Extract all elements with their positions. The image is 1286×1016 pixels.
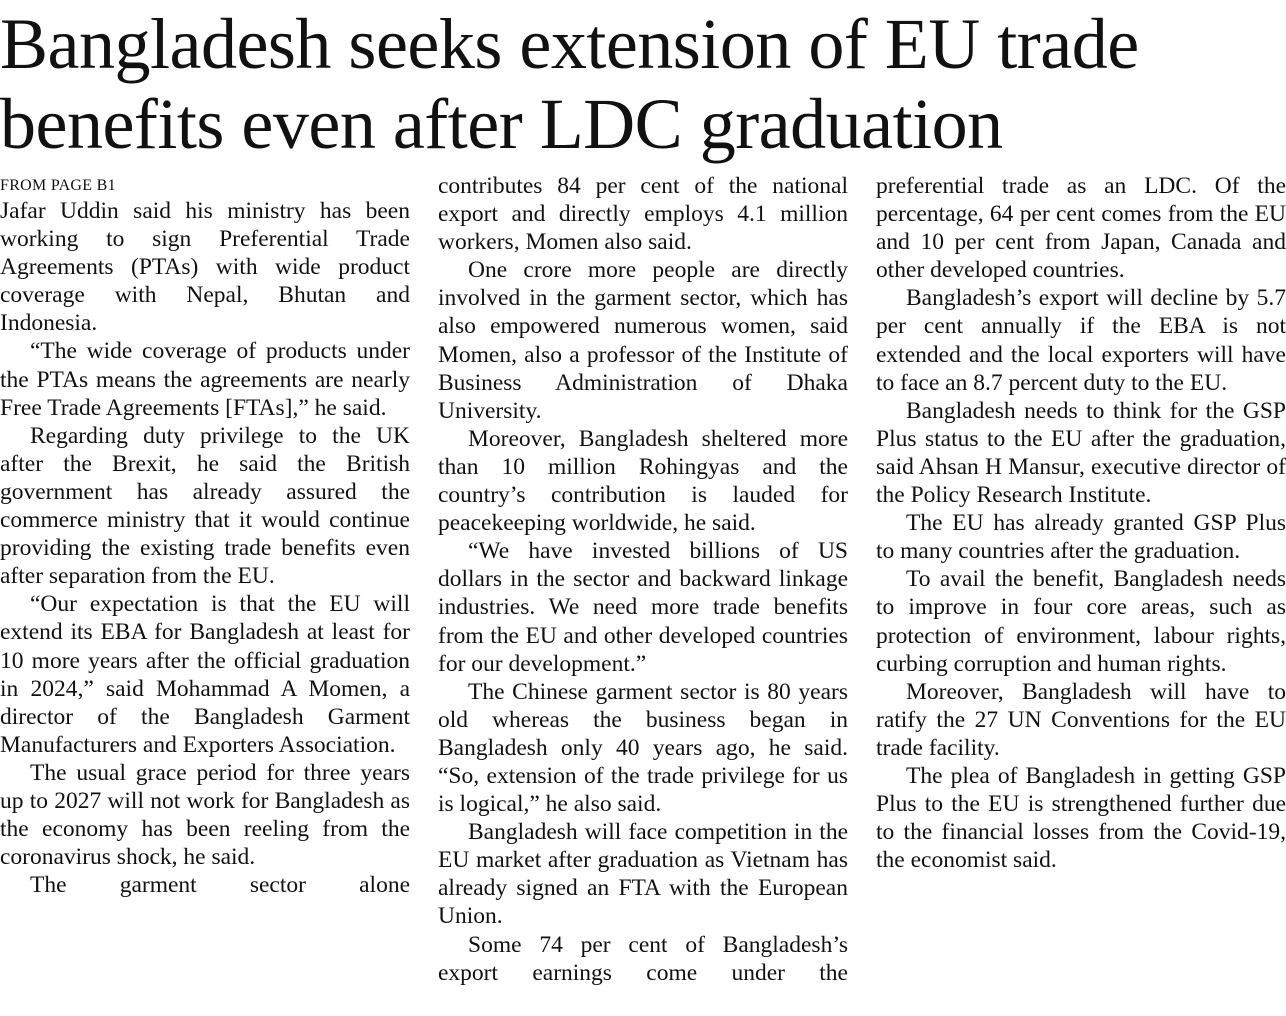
- continuation-kicker: FROM PAGE B1: [0, 177, 116, 194]
- article-column-2: [438, 172, 848, 987]
- paragraph: Bangladesh will face competition in the EU market after graduation as Vietnam has already signed an FTA with the European Union.: [438, 819, 848, 930]
- paragraph-continuation: preferential trade as an LDC. Of the percentage, 64 per cent comes from the EU and 10 per cent from Japan, Canada and other developed countries.: [876, 173, 1286, 284]
- paragraph: Bangladesh’s export will decline by 5.7 per cent annually if the EBA is not extended and the local exporters will have to face an 8.7 percent duty to the EU.: [876, 285, 1286, 396]
- paragraph: The Chinese garment sector is 80 years old whereas the business began in Bangladesh only 40 years ago, he said. “So, extension of the trade privilege for us is logical,” he also said.: [438, 678, 848, 818]
- paragraph: “Our expectation is that the EU will extend its EBA for Bangladesh at least for 10 more years after the official graduation in 2024,” said Mohammad A Momen, a director of the Bangladesh Garment Manufacturers and Exporters Association.: [0, 591, 410, 758]
- headline-line-2: benefits even after LDC graduation: [0, 84, 1003, 164]
- article-column-1: [0, 172, 410, 899]
- paragraph: The usual grace period for three years up to 2027 will not work for Bangladesh as the economy has been reeling from the coronavirus shock, he said.: [0, 759, 410, 871]
- paragraph-continued: Some 74 per cent of Bangladesh’s export earnings come under the: [438, 931, 848, 986]
- paragraph: Regarding duty privilege to the UK after the Brexit, he said the British government has already assured the commerce ministry that it would continue providing the existing trade benefits even after separation from the EU.: [0, 422, 410, 590]
- paragraph: Bangladesh needs to think for the GSP Plus status to the EU after the graduation, said Ahsan H Mansur, executive director of the Policy Research Institute.: [876, 397, 1286, 509]
- article-column-3: [876, 172, 1286, 874]
- paragraph-continuation: contributes 84 per cent of the national export and directly employs 4.1 million workers, Momen also said.: [438, 173, 848, 256]
- paragraph: To avail the benefit, Bangladesh needs to improve in four core areas, such as protection of environment, labour rights, curbing corruption and human rights.: [876, 566, 1286, 677]
- paragraph: The EU has already granted GSP Plus to many countries after the graduation.: [876, 510, 1286, 565]
- paragraph: One crore more people are directly involved in the garment sector, which has also empowered numerous women, said Momen, also a professor of the Institute of Business Administration of Dhaka University.: [438, 257, 848, 424]
- paragraph-continued: The garment sector alone: [30, 872, 410, 899]
- headline-line-1: Bangladesh seeks extension of EU trade: [0, 4, 1139, 84]
- paragraph: Jafar Uddin said his ministry has been working to sign Preferential Trade Agreements (PTAs) with wide product coverage with Nepal, Bhutan and Indonesia.: [0, 198, 410, 337]
- paragraph: Moreover, Bangladesh sheltered more than 10 million Rohingyas and the country’s contribution is lauded for peacekeeping worldwide, he said.: [438, 425, 848, 537]
- paragraph: “We have invested billions of US dollars in the sector and backward linkage industries. We need more trade benefits from the EU and other developed countries for our development.”: [438, 538, 848, 677]
- headline: [0, 4, 1286, 164]
- paragraph: “The wide coverage of products under the PTAs means the agreements are nearly Free Trade Agreements [FTAs],” he said.: [0, 338, 410, 421]
- paragraph: The plea of Bangladesh in getting GSP Plus to the EU is strengthened further due to the financial losses from the Covid-19, the economist said.: [876, 762, 1286, 874]
- paragraph: Moreover, Bangladesh will have to ratify the 27 UN Conventions for the EU trade facility.: [876, 678, 1286, 761]
